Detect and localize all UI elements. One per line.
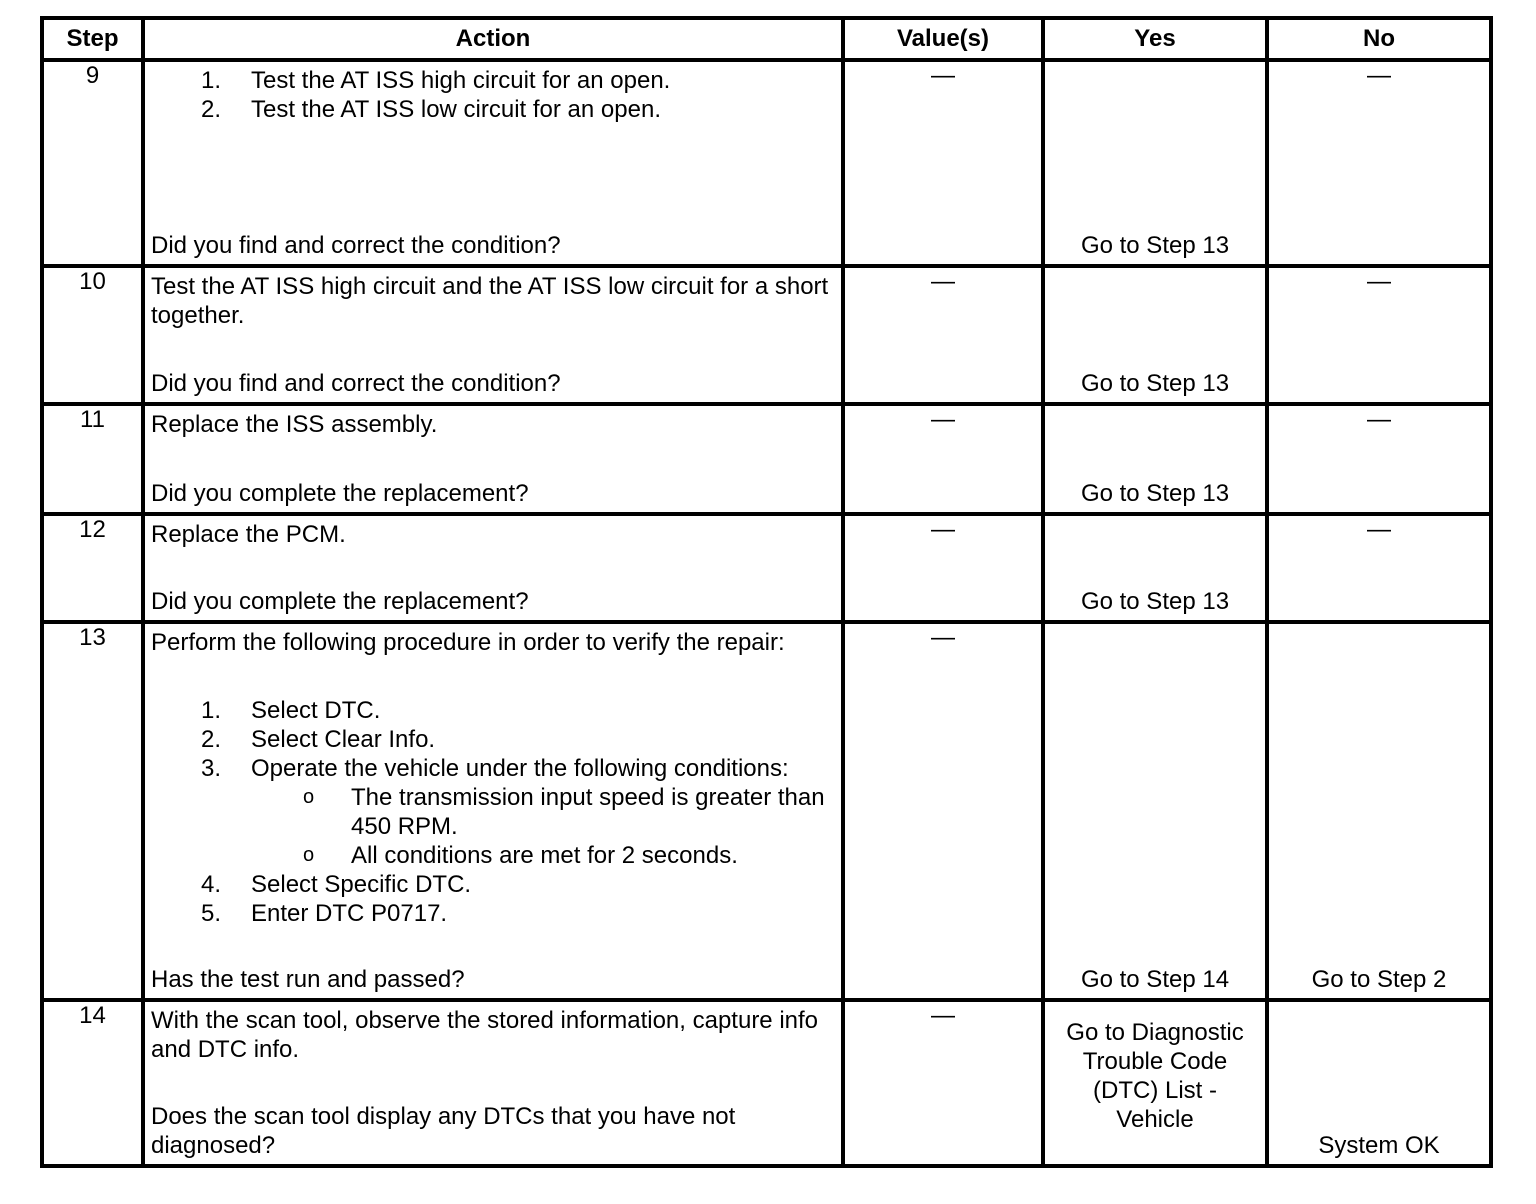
diagnostic-table xyxy=(40,16,1493,1168)
header-step: Step xyxy=(42,18,143,60)
step-row-14 xyxy=(42,1000,1491,1166)
step-row-9 xyxy=(42,60,1491,266)
value-cell: — xyxy=(843,266,1043,404)
action-text: Replace the ISS assembly. xyxy=(151,411,438,438)
list-item: 1. Test the AT ISS high circuit for an open. xyxy=(201,67,671,94)
list-item: 4. Select Specific DTC. xyxy=(201,871,472,898)
no-link[interactable]: Go to Step 2 xyxy=(1311,966,1447,993)
action-question: Has the test run and passed? xyxy=(151,966,465,993)
value-cell: — xyxy=(843,514,1043,622)
action-cell xyxy=(143,1000,843,1166)
step-number: 10 xyxy=(42,266,143,404)
step-number: 14 xyxy=(42,1000,143,1166)
no-cell: — xyxy=(1267,266,1491,404)
step-row-13 xyxy=(42,622,1491,1000)
action-text: Test the AT ISS high circuit and the AT ISS low circuit for a short together. xyxy=(151,273,829,329)
yes-link[interactable]: Go to Step 14 xyxy=(1080,966,1230,993)
no-cell xyxy=(1267,622,1491,1000)
yes-cell xyxy=(1043,404,1267,514)
action-cell xyxy=(143,266,843,404)
header-row xyxy=(42,18,1491,60)
action-intro: Perform the following procedure in order to verify the repair: xyxy=(151,629,785,656)
yes-cell xyxy=(1043,514,1267,622)
action-cell xyxy=(143,514,843,622)
diagnostic-table-page xyxy=(40,16,1488,1168)
action-text: With the scan tool, observe the stored information, capture info and DTC info. xyxy=(151,1007,819,1063)
value-cell: — xyxy=(843,622,1043,1000)
no-result: System OK xyxy=(1318,1132,1440,1159)
no-cell: — xyxy=(1267,404,1491,514)
list-item: 3. Operate the vehicle under the following conditions: o The transmission input speed is greater than 450 RPM. o All conditions are met for 2 seconds. xyxy=(151,754,835,870)
header-yes: Yes xyxy=(1043,18,1267,60)
no-cell: — xyxy=(1267,60,1491,266)
sub-list-item: o All conditions are met for 2 seconds. xyxy=(303,842,738,869)
bullet-icon: o xyxy=(303,786,315,808)
action-cell xyxy=(143,60,843,266)
value-cell: — xyxy=(843,404,1043,514)
value-cell: — xyxy=(843,60,1043,266)
yes-link[interactable]: Go to Step 13 xyxy=(1080,232,1230,259)
no-cell: — xyxy=(1267,514,1491,622)
action-question: Did you find and correct the condition? xyxy=(151,232,561,259)
step-row-10 xyxy=(42,266,1491,404)
action-steps xyxy=(145,657,841,928)
sub-list xyxy=(151,783,835,870)
step-row-12 xyxy=(42,514,1491,622)
numbered-list xyxy=(151,696,835,928)
yes-cell xyxy=(1043,60,1267,266)
step-number: 13 xyxy=(42,622,143,1000)
step-number: 12 xyxy=(42,514,143,622)
sub-list-item: o The transmission input speed is greater than 450 RPM. xyxy=(303,784,825,840)
no-cell xyxy=(1267,1000,1491,1166)
header-action: Action xyxy=(143,18,843,60)
header-values: Value(s) xyxy=(843,18,1043,60)
yes-cell xyxy=(1043,622,1267,1000)
action-cell xyxy=(143,622,843,1000)
action-text: Replace the PCM. xyxy=(151,521,346,548)
numbered-list xyxy=(151,66,835,124)
list-item: 2. Select Clear Info. xyxy=(201,726,436,753)
step-row-11 xyxy=(42,404,1491,514)
step-number: 9 xyxy=(42,60,143,266)
action-question: Did you complete the replacement? xyxy=(151,588,529,615)
step-number: 11 xyxy=(42,404,143,514)
yes-cell xyxy=(1043,266,1267,404)
yes-link[interactable]: Go to Step 13 xyxy=(1080,370,1230,397)
yes-link[interactable]: Go to Step 13 xyxy=(1080,480,1230,507)
action-cell xyxy=(143,404,843,514)
bullet-icon: o xyxy=(303,844,315,866)
action-question: Does the scan tool display any DTCs that you have not diagnosed? xyxy=(151,1103,736,1159)
yes-link[interactable]: Go to Diagnostic Trouble Code (DTC) List - Vehicle xyxy=(1066,1019,1244,1133)
list-item: 5. Enter DTC P0717. xyxy=(201,900,448,927)
yes-link[interactable]: Go to Step 13 xyxy=(1080,588,1230,615)
yes-cell xyxy=(1043,1000,1267,1166)
action-question: Did you complete the replacement? xyxy=(151,480,529,507)
header-no: No xyxy=(1267,18,1491,60)
list-item: 2. Test the AT ISS low circuit for an open. xyxy=(201,96,661,123)
list-item: 1. Select DTC. xyxy=(201,697,381,724)
action-steps xyxy=(145,62,841,124)
value-cell: — xyxy=(843,1000,1043,1166)
action-question: Did you find and correct the condition? xyxy=(151,370,561,397)
